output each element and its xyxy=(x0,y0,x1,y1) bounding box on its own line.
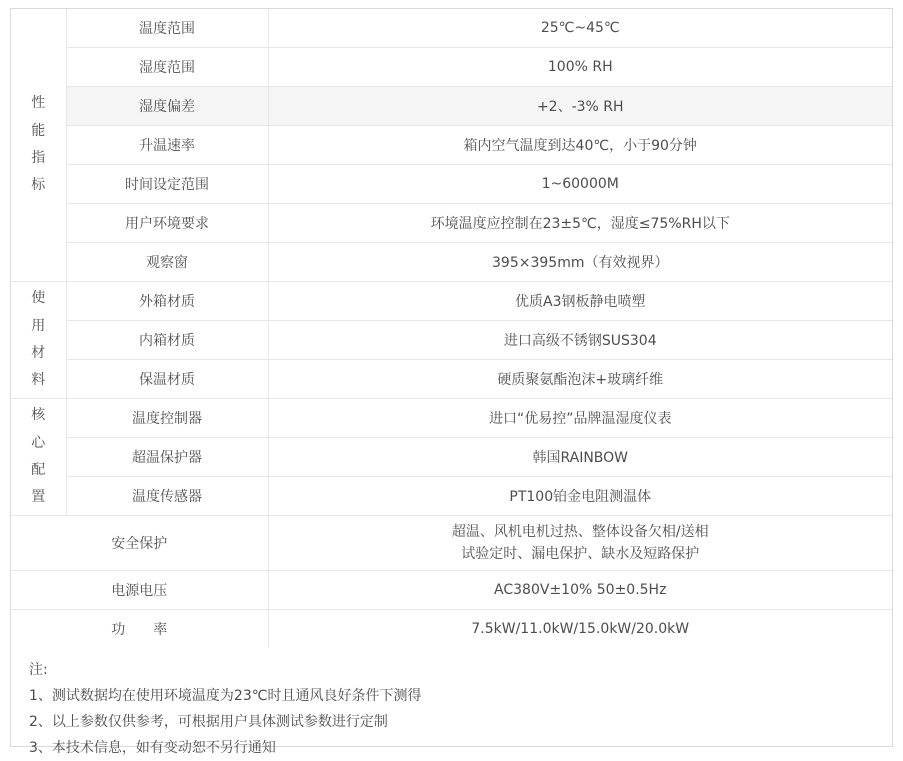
safety-value-line-2: 试验定时、漏电保护、缺水及短路保护 xyxy=(461,546,700,562)
table-row xyxy=(11,204,892,243)
param-label: 湿度范围 xyxy=(66,48,268,87)
param-value: 100% RH xyxy=(268,48,892,87)
table-row xyxy=(11,360,892,399)
param-label: 超温保护器 xyxy=(66,438,268,477)
spec-table xyxy=(11,9,892,648)
table-row xyxy=(11,48,892,87)
param-value: 进口高级不锈钢SUS304 xyxy=(268,321,892,360)
param-value: 箱内空气温度到达40℃，小于90分钟 xyxy=(268,126,892,165)
param-value: AC380V±10% 50±0.5Hz xyxy=(268,571,892,610)
param-label: 保温材质 xyxy=(66,360,268,399)
param-value: 优质A3钢板静电喷塑 xyxy=(268,282,892,321)
param-label: 用户环境要求 xyxy=(66,204,268,243)
notes-section xyxy=(11,648,892,761)
param-label: 时间设定范围 xyxy=(66,165,268,204)
param-label: 湿度偏差 xyxy=(66,87,268,126)
category-cell-performance xyxy=(11,9,66,282)
table-row xyxy=(11,516,892,571)
table-row xyxy=(11,571,892,610)
table-row xyxy=(11,165,892,204)
category-cell-core-config xyxy=(11,399,66,516)
category-label: 核心配置 xyxy=(31,407,46,506)
param-label: 功 率 xyxy=(11,610,268,649)
param-value: 韩国RAINBOW xyxy=(268,438,892,477)
param-value: 7.5kW/11.0kW/15.0kW/20.0kW xyxy=(268,610,892,649)
param-label: 温度范围 xyxy=(66,9,268,48)
table-row xyxy=(11,399,892,438)
category-cell-materials xyxy=(11,282,66,399)
param-value xyxy=(268,516,892,571)
table-row xyxy=(11,126,892,165)
table-row xyxy=(11,610,892,649)
param-label: 安全保护 xyxy=(11,516,268,571)
param-value: 25℃~45℃ xyxy=(268,9,892,48)
notes-title: 注: xyxy=(29,662,48,678)
param-label: 升温速率 xyxy=(66,126,268,165)
table-row xyxy=(11,282,892,321)
note-item: 3、本技术信息，如有变动恕不另行通知 xyxy=(29,740,276,756)
param-value: +2、-3% RH xyxy=(268,87,892,126)
category-label: 使用材料 xyxy=(31,290,46,389)
param-label: 内箱材质 xyxy=(66,321,268,360)
table-row xyxy=(11,438,892,477)
table-row xyxy=(11,243,892,282)
table-row xyxy=(11,9,892,48)
param-value: PT100铂金电阻测温体 xyxy=(268,477,892,516)
param-value: 1~60000M xyxy=(268,165,892,204)
param-label: 观察窗 xyxy=(66,243,268,282)
param-value: 硬质聚氨酯泡沫+玻璃纤维 xyxy=(268,360,892,399)
note-item: 2、以上参数仅供参考，可根据用户具体测试参数进行定制 xyxy=(29,714,388,730)
table-row xyxy=(11,477,892,516)
param-value: 进口“优易控”品牌温湿度仪表 xyxy=(268,399,892,438)
param-label: 温度控制器 xyxy=(66,399,268,438)
param-value: 395×395mm（有效视界） xyxy=(268,243,892,282)
param-label: 电源电压 xyxy=(11,571,268,610)
table-row xyxy=(11,321,892,360)
note-item: 1、测试数据均在使用环境温度为23℃时且通风良好条件下测得 xyxy=(29,688,422,704)
table-row xyxy=(11,87,892,126)
param-label: 外箱材质 xyxy=(66,282,268,321)
spec-panel xyxy=(10,8,893,756)
category-label: 性能指标 xyxy=(31,95,46,194)
param-label: 温度传感器 xyxy=(66,477,268,516)
param-value: 环境温度应控制在23±5℃，湿度≤75%RH以下 xyxy=(268,204,892,243)
safety-value-line-1: 超温、风机电机过热、整体设备欠相/送相 xyxy=(451,524,709,540)
